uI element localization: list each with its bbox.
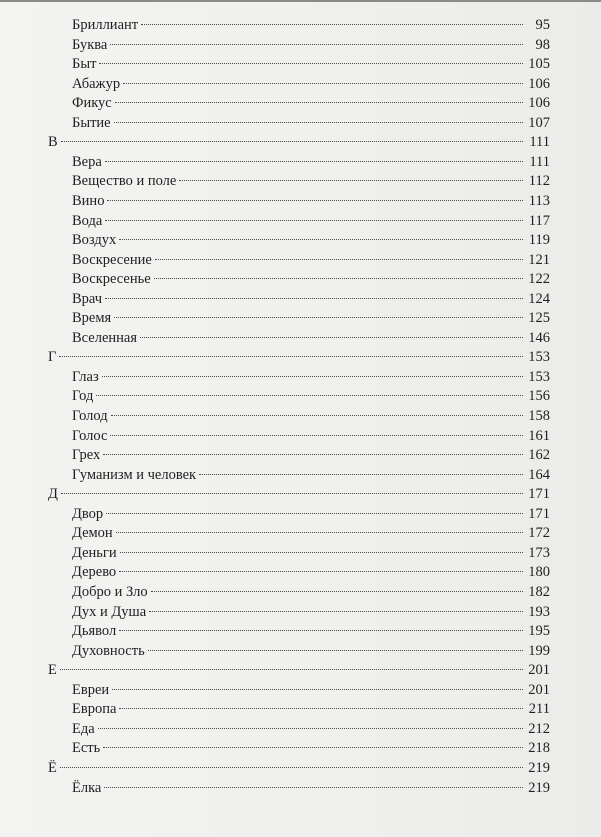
dot-leader — [105, 161, 523, 162]
toc-letter-row — [48, 758, 550, 778]
toc-page-number: 111 — [529, 134, 550, 151]
dot-leader — [199, 474, 523, 475]
toc-entry-label: Голос — [72, 427, 108, 444]
dot-leader — [148, 650, 523, 651]
toc-entry-row — [72, 504, 550, 524]
dot-leader — [104, 787, 523, 788]
toc-entry-row — [72, 74, 550, 94]
dot-leader — [102, 376, 523, 377]
toc-entry-label: Глаз — [72, 368, 99, 385]
toc-entry-label: Добро и Зло — [72, 584, 148, 600]
toc-entry-row — [72, 328, 550, 348]
toc-page-number: 112 — [528, 173, 550, 190]
toc-page-number: 161 — [528, 427, 550, 444]
toc-entry-label: Евреи — [72, 681, 110, 698]
dot-leader — [114, 317, 523, 318]
toc-page-number: 171 — [528, 505, 550, 522]
dot-leader — [99, 63, 523, 64]
toc-page-number: 212 — [528, 720, 550, 737]
dot-leader — [103, 454, 523, 455]
dot-leader — [119, 571, 523, 572]
toc-entry-row — [72, 35, 550, 55]
toc-entry-label: Быт — [72, 56, 97, 73]
dot-leader — [96, 395, 523, 396]
toc-entry-label: Демон — [72, 525, 113, 542]
toc-page-number: 211 — [528, 701, 550, 718]
toc-entry-row — [72, 191, 550, 211]
toc-entry-row — [72, 406, 550, 426]
toc-page-number: 95 — [535, 17, 550, 33]
toc-entry-row — [72, 523, 550, 543]
toc-entry-row — [72, 250, 550, 270]
toc-entry-label: Год — [72, 388, 94, 405]
toc-page-number: 105 — [528, 56, 550, 73]
dot-leader — [98, 728, 523, 729]
toc-entry-label: Воскресенье — [72, 271, 151, 288]
toc-entry-row — [72, 680, 550, 700]
dot-leader — [106, 513, 523, 514]
toc-entry-label: Бриллиант — [72, 17, 139, 33]
dot-leader — [105, 220, 523, 221]
toc-entry-row — [72, 308, 550, 328]
toc-entry-row — [72, 738, 550, 758]
toc-entry-label: Г — [48, 349, 57, 366]
toc-page-number: 195 — [528, 623, 550, 640]
dot-leader — [115, 102, 523, 103]
toc-entry-row — [72, 602, 550, 622]
toc-page-number: 180 — [528, 564, 550, 581]
toc-page-number: 106 — [528, 95, 550, 112]
toc-page-number: 153 — [528, 349, 550, 366]
toc-letter-row — [48, 660, 550, 680]
dot-leader — [149, 611, 523, 612]
toc-entry-label: Е — [48, 662, 57, 679]
toc-entry-row — [72, 543, 550, 563]
toc-entry-row — [72, 289, 550, 309]
toc-entry-label: Воскресение — [72, 251, 152, 268]
toc-entry-label: Бытие — [72, 114, 111, 131]
toc-page-number: 193 — [528, 603, 550, 620]
toc-page-number: 125 — [528, 310, 550, 327]
toc-page-number: 164 — [528, 466, 550, 483]
toc-entry-row — [72, 386, 550, 406]
dot-leader — [116, 532, 523, 533]
toc-entry-row — [72, 426, 550, 446]
toc-page-number: 173 — [528, 544, 550, 561]
toc-page-number: 201 — [528, 662, 550, 679]
top-rule — [0, 0, 601, 2]
toc-entry-label: Фикус — [72, 95, 112, 112]
toc-entry-label: Д — [48, 486, 58, 503]
dot-leader — [155, 259, 523, 260]
toc-entry-row — [72, 230, 550, 250]
toc-entry-row — [72, 269, 550, 289]
toc-page-number: 107 — [528, 114, 550, 131]
toc-page-number: 172 — [528, 525, 550, 542]
toc-entry-row — [72, 621, 550, 641]
toc-page-number: 119 — [528, 232, 550, 249]
toc-entry-row — [72, 582, 550, 602]
dot-leader — [60, 767, 523, 768]
toc-entry-label: Дерево — [72, 564, 117, 581]
dot-leader — [59, 356, 523, 357]
dot-leader — [151, 591, 523, 592]
toc-page-number: 117 — [528, 212, 550, 229]
toc-entry-label: Врач — [72, 290, 103, 307]
toc-entry-label: Вино — [72, 193, 105, 209]
toc-entry-label: Есть — [72, 740, 101, 757]
toc-page-number: 171 — [528, 486, 550, 503]
dot-leader — [61, 141, 523, 142]
toc-page-number: 162 — [528, 447, 550, 464]
toc-page-number: 199 — [528, 642, 550, 659]
dot-leader — [107, 200, 523, 201]
toc-entry-row — [72, 211, 550, 231]
toc-entry-row — [72, 562, 550, 582]
toc-entry-label: Деньги — [72, 544, 117, 561]
toc-page-number: 219 — [528, 779, 550, 796]
dot-leader — [119, 239, 523, 240]
toc-entry-label: Ё — [48, 759, 57, 776]
dot-leader — [123, 83, 523, 84]
toc-page-number: 156 — [528, 388, 550, 405]
dot-leader — [179, 180, 523, 181]
toc-entry-label: Европа — [72, 701, 117, 718]
toc-entry-row — [72, 152, 550, 172]
dot-leader — [141, 24, 523, 25]
toc-entry-label: Двор — [72, 505, 104, 522]
toc-entry-label: Духовность — [72, 642, 145, 659]
toc-entry-label: Вселенная — [72, 329, 138, 346]
toc-entry-label: В — [48, 134, 58, 151]
toc-entry-label: Грех — [72, 447, 101, 464]
toc-entry-row — [72, 445, 550, 465]
dot-leader — [61, 493, 523, 494]
dot-leader — [119, 630, 523, 631]
toc-entry-row — [72, 465, 550, 485]
dot-leader — [112, 689, 523, 690]
toc-page-number: 113 — [528, 193, 550, 209]
toc-entry-row — [72, 719, 550, 739]
toc-entry-label: Вода — [72, 212, 103, 229]
toc-page-number: 121 — [528, 251, 550, 268]
toc-entry-row — [72, 641, 550, 661]
toc-entry-label: Вещество и поле — [72, 173, 177, 190]
dot-leader — [120, 552, 523, 553]
dot-leader — [60, 669, 523, 670]
dot-leader — [114, 122, 523, 123]
toc-entry-label: Гуманизм и человек — [72, 466, 197, 483]
toc-entry-label: Буква — [72, 36, 108, 53]
toc-entry-label: Воздух — [72, 232, 117, 249]
toc-entry-label: Дух и Душа — [72, 603, 147, 620]
dot-leader — [111, 415, 523, 416]
dot-leader — [105, 298, 523, 299]
toc-page-number: 146 — [528, 329, 550, 346]
toc-page-number: 182 — [528, 584, 550, 600]
toc-entry-label: Дьявол — [72, 623, 117, 640]
toc-page-number: 201 — [528, 681, 550, 698]
toc-letter-row — [48, 347, 550, 367]
toc-entry-row — [72, 15, 550, 35]
dot-leader — [154, 278, 523, 279]
toc-entry-row — [72, 367, 550, 387]
toc-page-number: 106 — [528, 75, 550, 92]
dot-leader — [103, 747, 523, 748]
toc-page-number: 122 — [528, 271, 550, 288]
toc-page-number: 218 — [528, 740, 550, 757]
toc-page-number: 219 — [528, 759, 550, 776]
toc-page-number: 111 — [529, 153, 550, 170]
toc-entry-row — [72, 93, 550, 113]
toc-letter-row — [48, 132, 550, 152]
toc-entry-row — [72, 699, 550, 719]
toc-entry-row — [72, 171, 550, 191]
toc-entry-label: Ёлка — [72, 779, 102, 796]
toc-page-number: 124 — [528, 290, 550, 307]
dot-leader — [110, 44, 523, 45]
toc-entry-label: Абажур — [72, 75, 121, 92]
toc-page-number: 98 — [535, 36, 550, 53]
dot-leader — [110, 435, 523, 436]
toc-entry-label: Голод — [72, 408, 108, 424]
toc-entry-label: Время — [72, 310, 112, 327]
toc-page-number: 153 — [528, 368, 550, 385]
dot-leader — [140, 337, 523, 338]
toc-entry-row — [72, 778, 550, 798]
toc-entry-label: Еда — [72, 720, 95, 737]
toc-entry-row — [72, 113, 550, 133]
toc-page-number: 158 — [528, 408, 550, 424]
dot-leader — [119, 708, 523, 709]
toc-entry-row — [72, 54, 550, 74]
toc-entry-label: Вера — [72, 153, 102, 170]
toc-letter-row — [48, 484, 550, 504]
